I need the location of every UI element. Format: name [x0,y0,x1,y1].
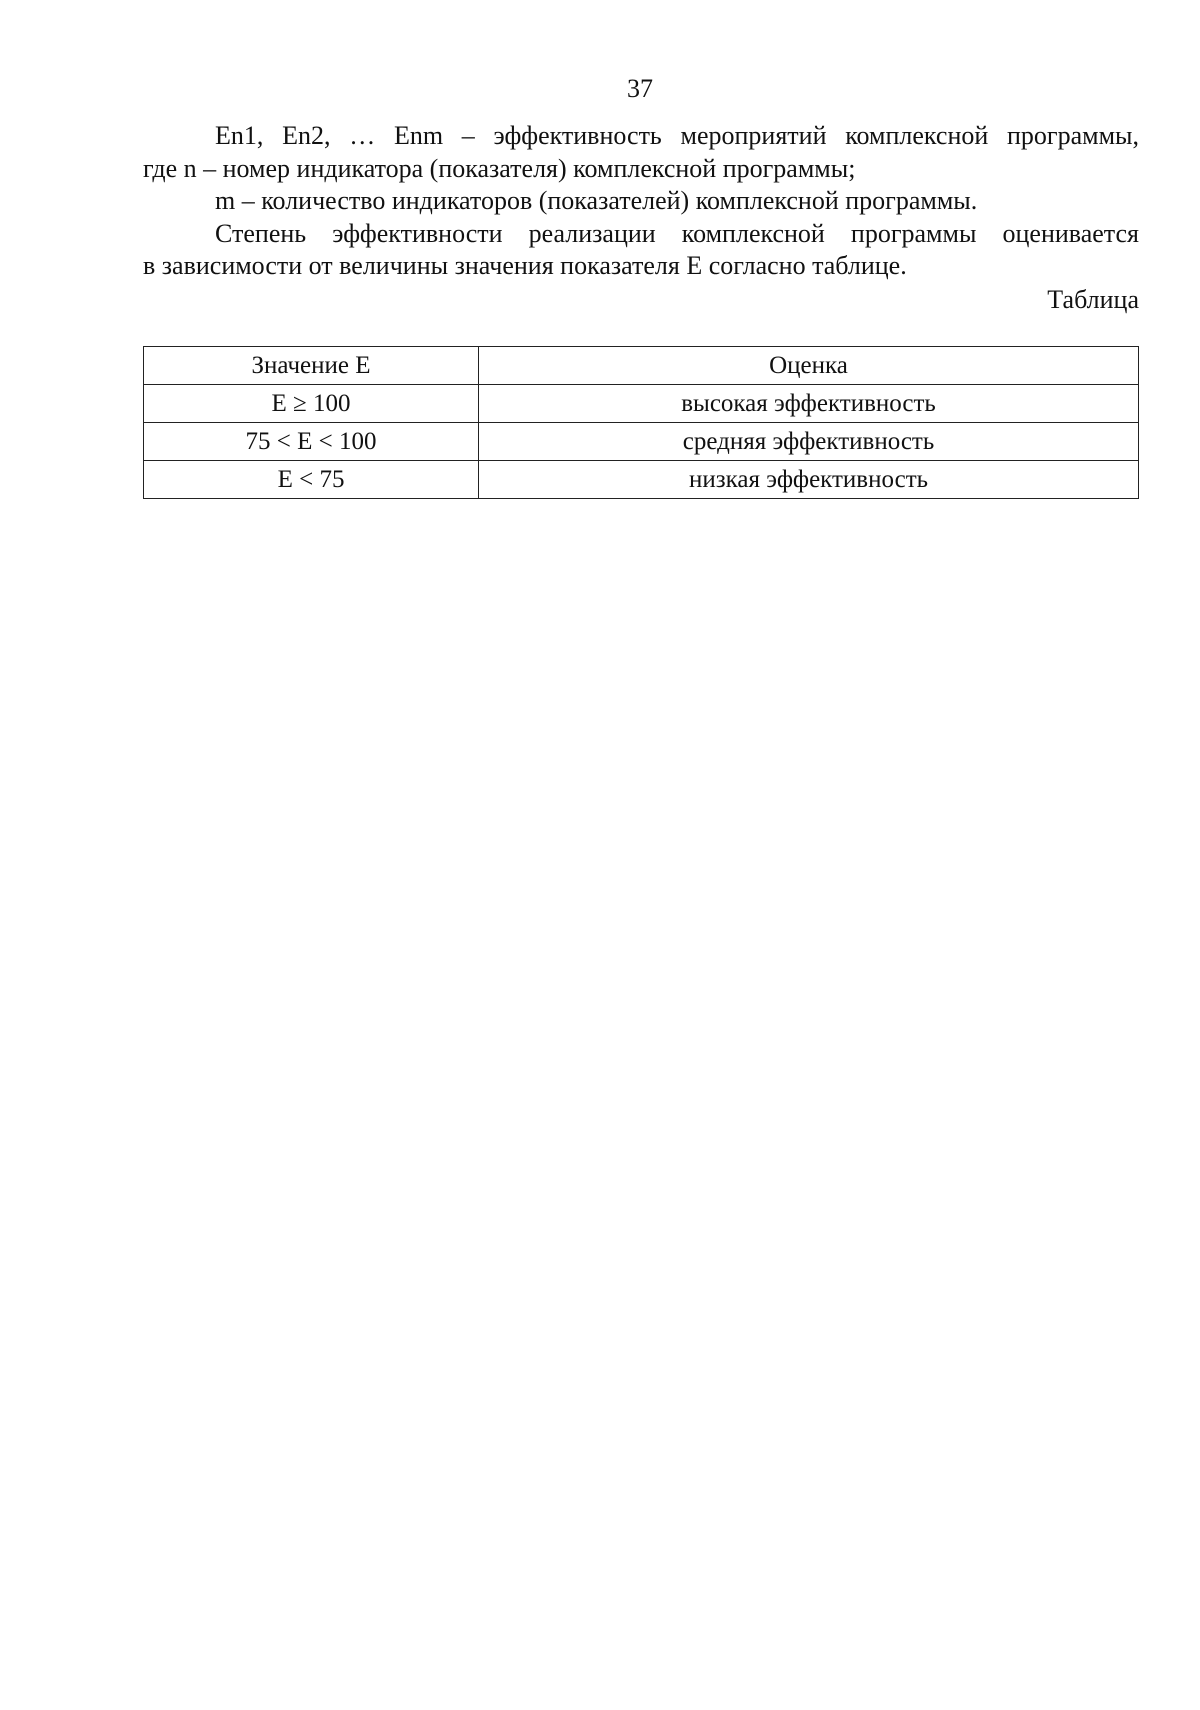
table-header-row [144,347,1139,385]
table-row [144,385,1139,423]
table-cell-rating: высокая эффективность [479,385,1139,423]
paragraph-line: в зависимости от величины значения показателя E согласно таблице. [143,251,907,280]
paragraph-efficiency-degree [143,218,1139,283]
paragraph-line: En1, En2, … Enm – эффективность мероприятий комплексной программы, [215,121,1139,150]
table-header-cell: Оценка [479,347,1139,385]
body-text [143,120,1139,283]
table-cell-value: E ≥ 100 [144,385,479,423]
table-row [144,423,1139,461]
paragraph-line: где n – номер индикатора (показателя) комплексной программы; [143,153,856,183]
paragraph-enm-definition [143,120,1139,185]
table-header-cell: Значение E [144,347,479,385]
paragraph-m-definition: m – количество индикаторов (показателей) комплексной программы. [215,186,978,215]
page-number: 37 [627,74,653,103]
table-cell-value: E < 75 [144,461,479,499]
table-cell-rating: средняя эффективность [479,423,1139,461]
paragraph-line: Степень эффективности реализации комплексной программы оценивается [215,218,1139,248]
table-row [144,461,1139,499]
table-cell-value: 75 < E < 100 [144,423,479,461]
table-cell-rating: низкая эффективность [479,461,1139,499]
table-caption: Таблица [1047,285,1139,314]
efficiency-table [143,346,1139,499]
